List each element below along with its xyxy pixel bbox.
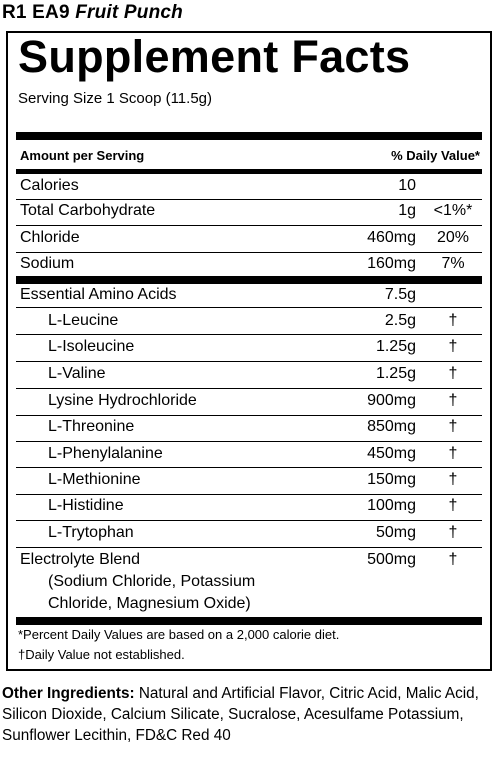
divider-thick	[16, 617, 482, 625]
nutrient-dv: †	[448, 471, 458, 488]
nutrient-dv: †	[448, 524, 458, 541]
nutrient-name: Electrolyte Blend	[20, 551, 141, 568]
nutrient-name: Chloride	[20, 229, 80, 246]
nutrient-amount: 1.25g	[375, 365, 416, 382]
nutrient-name: Sodium	[20, 255, 75, 272]
serving-size: Serving Size 1 Scoop (11.5g)	[18, 90, 212, 107]
nutrient-row-chloride	[16, 226, 482, 252]
nutrient-dv: †	[448, 392, 458, 409]
nutrient-dv: 7%	[441, 255, 465, 272]
nutrient-dv: †	[448, 338, 458, 355]
nutrient-row-methionine	[16, 468, 482, 494]
nutrient-dv: †	[448, 497, 458, 514]
nutrient-name: L-Valine	[48, 365, 106, 382]
nutrient-dv: †	[448, 445, 458, 462]
nutrient-name: L-Methionine	[48, 471, 141, 488]
supplement-facts-panel	[6, 31, 492, 671]
blend-line: Chloride, Magnesium Oxide)	[48, 595, 251, 612]
nutrient-name: L-Phenylalanine	[48, 445, 163, 462]
nutrient-name: L-Trytophan	[48, 524, 134, 541]
footnote-daily-values: *Percent Daily Values are based on a 2,000 calorie diet.	[18, 627, 340, 642]
nutrient-row-trytophan	[16, 521, 482, 547]
nutrient-amount: 900mg	[367, 392, 416, 409]
nutrient-row-lysine	[16, 389, 482, 415]
nutrient-amount: 1g	[398, 202, 416, 219]
footnote-not-established: †Daily Value not established.	[18, 647, 185, 662]
dv-header: % Daily Value*	[391, 148, 480, 163]
blend-line: (Sodium Chloride, Potassium	[48, 573, 256, 590]
other-ingredients-text: Natural and Artificial Flavor, Citric Acid, Malic Acid, Silicon Dioxide, Calcium Silicate, Sucralose, Acesulfame Potassium, Sunflower Lecithin, FD&C Red 40	[2, 685, 479, 744]
nutrient-row-valine	[16, 362, 482, 388]
nutrient-name: L-Isoleucine	[48, 338, 135, 355]
nutrient-name: L-Histidine	[48, 497, 124, 514]
nutrient-amount: 850mg	[367, 418, 416, 435]
nutrient-amount: 100mg	[367, 497, 416, 514]
electrolyte-blend-components	[48, 571, 255, 615]
nutrient-row-isoleucine	[16, 335, 482, 361]
nutrient-row-carbohydrate	[16, 199, 482, 225]
nutrient-row-essential-amino-acids	[16, 283, 482, 309]
product-heading	[2, 2, 183, 28]
nutrient-amount: 50mg	[375, 524, 416, 541]
nutrient-amount: 2.5g	[384, 312, 416, 329]
divider-thick	[16, 132, 482, 140]
product-name: R1 EA9	[2, 2, 70, 23]
nutrient-amount: 10	[398, 177, 416, 194]
nutrient-amount: 160mg	[367, 255, 416, 272]
nutrient-amount: 150mg	[367, 471, 416, 488]
other-ingredients	[2, 683, 498, 746]
nutrient-amount: 1.25g	[375, 338, 416, 355]
nutrient-dv: 20%	[436, 229, 470, 246]
nutrient-row-threonine	[16, 415, 482, 441]
nutrient-name: L-Threonine	[48, 418, 135, 435]
amount-header: Amount per Serving	[20, 148, 145, 163]
nutrient-name: Essential Amino Acids	[20, 286, 177, 303]
nutrient-row-histidine	[16, 494, 482, 520]
nutrient-amount: 460mg	[367, 229, 416, 246]
nutrient-dv: <1%*	[433, 202, 473, 219]
nutrient-dv: †	[448, 551, 458, 568]
nutrient-amount: 450mg	[367, 445, 416, 462]
nutrient-dv: †	[448, 312, 458, 329]
nutrient-row-leucine	[16, 309, 482, 335]
nutrient-dv: †	[448, 365, 458, 382]
nutrient-name: Total Carbohydrate	[20, 202, 156, 219]
nutrient-name: Calories	[20, 177, 79, 194]
other-ingredients-label: Other Ingredients:	[2, 685, 135, 702]
nutrient-dv: †	[448, 418, 458, 435]
nutrient-amount: 500mg	[367, 551, 416, 568]
product-flavor: Fruit Punch	[75, 2, 183, 23]
nutrient-row-phenylalanine	[16, 442, 482, 468]
nutrient-row-calories	[16, 174, 482, 200]
row-divider	[16, 307, 482, 308]
nutrient-name: Lysine Hydrochloride	[48, 392, 197, 409]
nutrient-row-sodium	[16, 252, 482, 278]
nutrient-amount: 7.5g	[384, 286, 416, 303]
panel-title: Supplement Facts	[18, 31, 411, 82]
nutrient-name: L-Leucine	[48, 312, 119, 329]
